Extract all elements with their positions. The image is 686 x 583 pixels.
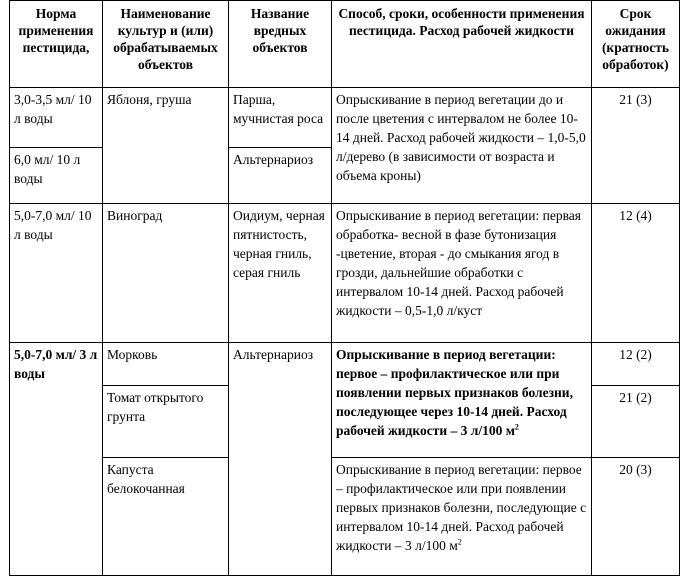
pest-cell: Оидиум, черная пятнистость, черная гниль, серая гниль [229,204,332,343]
pesticide-table [9,0,680,576]
superscript: 2 [457,537,462,547]
rate-cell: 6,0 мл/ 10 л воды [10,148,103,204]
method-cell: Опрыскивание в период вегетации: первая обработка- весной в фазе бутонизация -цветение, вторая - до смыкания ягод в грозди, дальнейшие обработки с интервалом 10-14 дней. Расход рабочей жидкости – 0,5-1,0 л/куст [332,204,592,343]
crop-cell: Капуста белокочанная [103,458,229,576]
header-row [10,1,680,88]
method-cell [332,343,592,458]
table-row [10,204,680,343]
header-pest: Название вредных объектов [229,1,332,88]
rate-cell: 5,0-7,0 мл/ 3 л воды [10,343,103,576]
header-crop: Наименование культур и (или) обрабатываемых объектов [103,1,229,88]
pest-cell: Парша, мучнистая роса [229,88,332,148]
table-row [10,88,680,148]
method-text: Опрыскивание в период вегетации: первое – профилактическое или при появлении первых признаков болезни, последующее через 10-14 дней. Расход рабочей жидкости – 3 л/100 м [336,347,573,438]
crop-cell: Томат открытого грунта [103,386,229,458]
wait-cell: 21 (3) [592,88,680,204]
crop-cell: Виноград [103,204,229,343]
header-method: Способ, сроки, особенности применения пестицида. Расход рабочей жидкости [332,1,592,88]
crop-cell: Морковь [103,343,229,386]
superscript: 2 [514,422,519,432]
table-row [10,458,680,576]
method-cell: Опрыскивание в период вегетации до и после цветения с интервалом не более 10-14 дней. Расход рабочей жидкости – 1,0-5,0 л/дерево (в зависимости от возраста и объема кроны) [332,88,592,204]
pest-cell: Альтернариоз [229,148,332,204]
header-rate: Норма применения пестицида, [10,1,103,88]
wait-cell: 21 (2) [592,386,680,458]
wait-cell: 20 (3) [592,458,680,576]
header-wait: Срок ожидания (кратность обработок) [592,1,680,88]
rate-cell: 5,0-7,0 мл/ 10 л воды [10,204,103,343]
wait-cell: 12 (4) [592,204,680,343]
method-text: Опрыскивание в период вегетации: первое – профилактическое или при появлении первых признаков болезни, последующие с интервалом 10-14 дней. Расход рабочей жидкости – 3 л/100 м [336,462,587,553]
method-cell [332,458,592,576]
wait-cell: 12 (2) [592,343,680,386]
crop-cell: Яблоня, груша [103,88,229,204]
table-row [10,343,680,386]
rate-cell: 3,0-3,5 мл/ 10 л воды [10,88,103,148]
pest-cell: Альтернариоз [229,343,332,576]
